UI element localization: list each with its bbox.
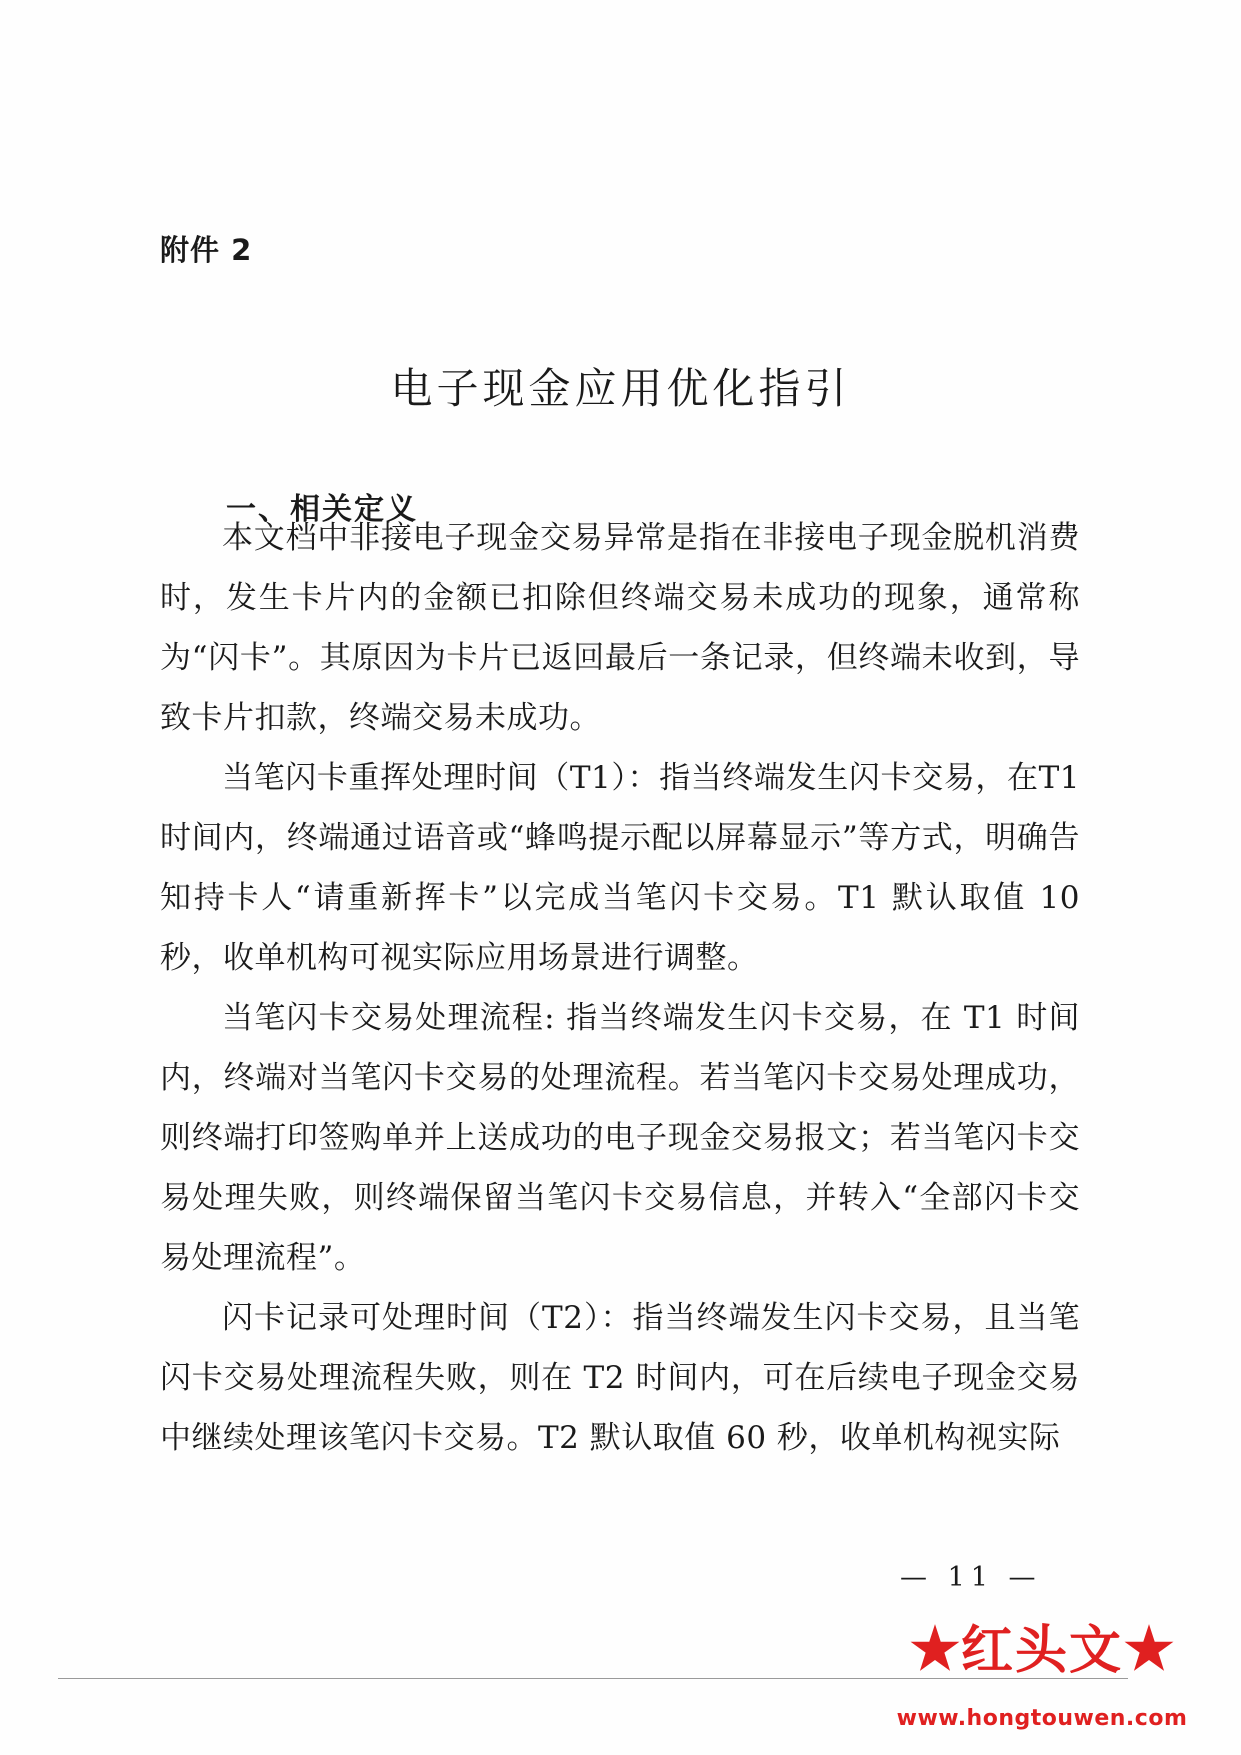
watermark-url: www.hongtouwen.com [896, 1706, 1188, 1731]
section-heading: 一、相关定义 [226, 492, 418, 527]
page-number: — 11 — [900, 1562, 1042, 1593]
paragraph-1: 本文档中非接电子现金交易异常是指在非接电子现金脱机消费时，发生卡片内的金额已扣除但终端交易未成功的现象，通常称为“闪卡”。其原因为卡片已返回最后一条记录，但终端未收到，导致卡片扣款，终端交易未成功。 [160, 520, 1080, 736]
paragraph-2: 当笔闪卡重挥处理时间（T1）：指当终端发生闪卡交易，在T1 时间内，终端通过语音或“蜂鸣提示配以屏幕显示”等方式，明确告知持卡人“请重新挥卡”以完成当笔闪卡交易。T1 默认取值 10 秒，收单机构可视实际应用场景进行调整。 [160, 760, 1080, 976]
body-text [160, 508, 1080, 1468]
paragraph-4: 闪卡记录可处理时间（T2）：指当终端发生闪卡交易，且当笔闪卡交易处理流程失败，则在 T2 时间内，可在后续电子现金交易中继续处理该笔闪卡交易。T2 默认取值 60 秒，收单机构视实际 [160, 1300, 1080, 1456]
watermark-title: 红头文 [960, 1621, 1123, 1681]
paragraph-3: 当笔闪卡交易处理流程: 指当终端发生闪卡交易，在 T1 时间内，终端对当笔闪卡交易的处理流程。若当笔闪卡交易处理成功，则终端打印签购单并上送成功的电子现金交易报文；若当笔闪卡交易处理失败，则终端保留当笔闪卡交易信息，并转入“全部闪卡交易处理流程”。 [160, 1000, 1080, 1276]
star-icon [909, 1622, 961, 1674]
document-title: 电子现金应用优化指引 [390, 364, 851, 413]
star-icon [1123, 1622, 1175, 1674]
watermark [862, 1608, 1222, 1748]
attachment-label: 附件 2 [160, 233, 253, 267]
watermark-title-row [862, 1608, 1222, 1683]
